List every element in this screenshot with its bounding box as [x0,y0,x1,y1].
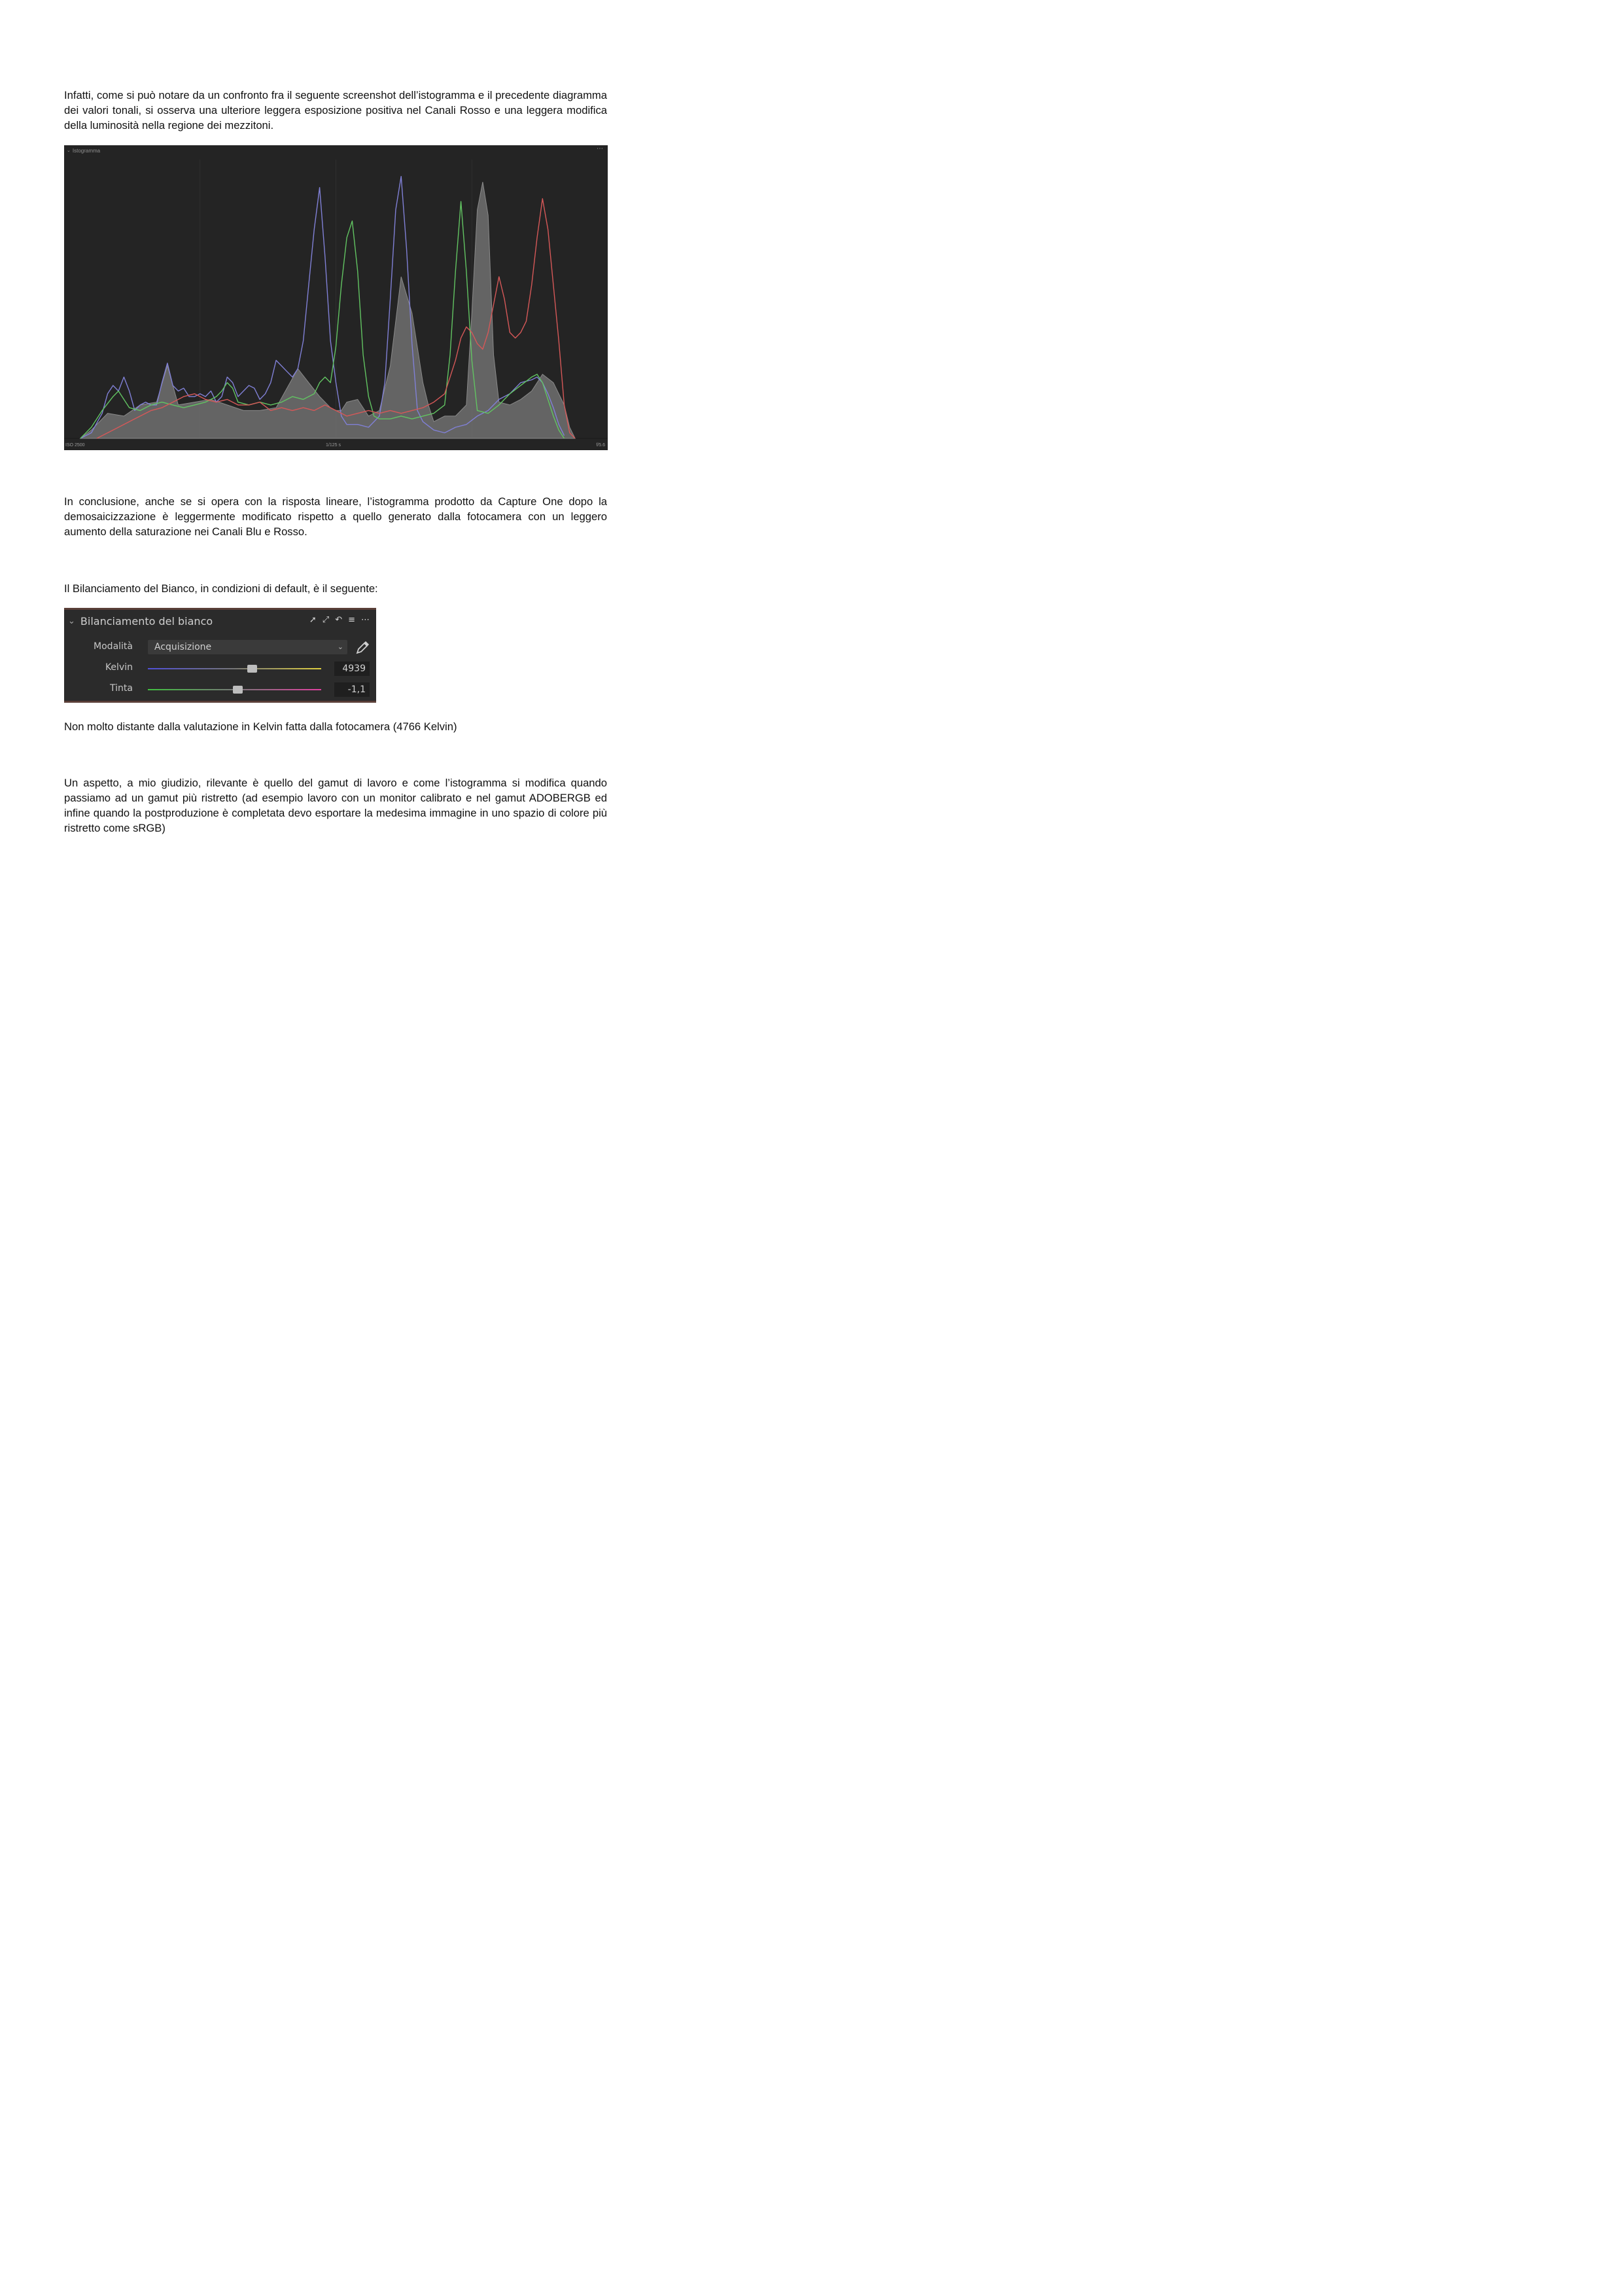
kelvin-value[interactable]: 4939 [334,662,370,676]
menu-icon[interactable]: ≡ [348,615,355,625]
aperture-readout: f/5.6 [596,443,605,448]
histogram-panel [64,145,608,450]
conclusion-paragraph: In conclusione, anche se si opera con la risposta lineare, l’istogramma prodotto da Capture One dopo la demosaicizzazione è leggermente modificato rispetto a quello generato dalla fotocamera con un leggero aumento della saturazione nei Canali Blu e Rosso. [64,495,607,538]
reset-icon[interactable]: ↶ [335,615,343,625]
histogram-header[interactable] [67,147,100,156]
mode-label: Modalità [94,641,133,652]
iso-readout: ISO 2500 [65,443,85,448]
kelvin-slider-thumb[interactable] [247,665,257,673]
wb-header[interactable] [68,614,213,627]
eyedropper-icon[interactable] [355,640,370,656]
tint-slider-thumb[interactable] [233,686,243,694]
tint-label: Tinta [110,683,133,694]
wb-title: Bilanciamento del bianco [80,614,213,627]
chevron-down-icon[interactable]: ⌄ [67,149,71,153]
kelvin-note-paragraph: Non molto distante dalla valutazione in Kelvin fatta dalla fotocamera (4766 Kelvin) [64,720,457,733]
mode-select[interactable] [148,640,347,654]
gamut-paragraph: Un aspetto, a mio giudizio, rilevante è quello del gamut di lavoro e come l’istogramma si modifica quando passiamo ad un gamut più ristretto (ad esempio lavoro con un monitor calibrato e nel gamut ADOBERGB ed infine quando la postproduzione è completata devo esportare la medesima immagine in uno spazio di colore più ristretto come sRGB) [64,777,607,834]
more-dots-icon[interactable]: ⋯ [597,145,604,152]
kelvin-label: Kelvin [105,662,133,673]
wb-intro-paragraph: Il Bilanciamento del Bianco, in condizioni di default, è il seguente: [64,582,378,595]
mode-value: Acquisizione [154,642,212,652]
wb-toolbar [309,615,370,626]
chevron-down-icon[interactable]: ⌄ [68,616,75,626]
expand-icon[interactable]: ⤢ [322,615,330,625]
white-balance-panel [64,608,376,703]
histogram-plot [64,145,608,450]
tint-value[interactable]: -1,1 [334,682,370,697]
kelvin-slider-track[interactable] [148,668,321,669]
pipette-icon[interactable]: ➚ [309,615,317,625]
more-icon[interactable]: ⋯ [361,615,370,625]
histogram-title: Istogramma [72,148,101,154]
intro-paragraph: Infatti, come si può notare da un confronto fra il seguente screenshot dell’istogramma e il precedente diagramma dei valori tonali, si osserva una ulteriore leggera esposizione positiva nel Canali Rosso e una leggera modifica della luminosità nella regione dei mezzitoni. [64,89,607,132]
chevron-down-icon: ⌄ [337,643,343,651]
histogram-luminance-channel [80,182,575,438]
shutter-readout: 1/125 s [326,443,341,448]
